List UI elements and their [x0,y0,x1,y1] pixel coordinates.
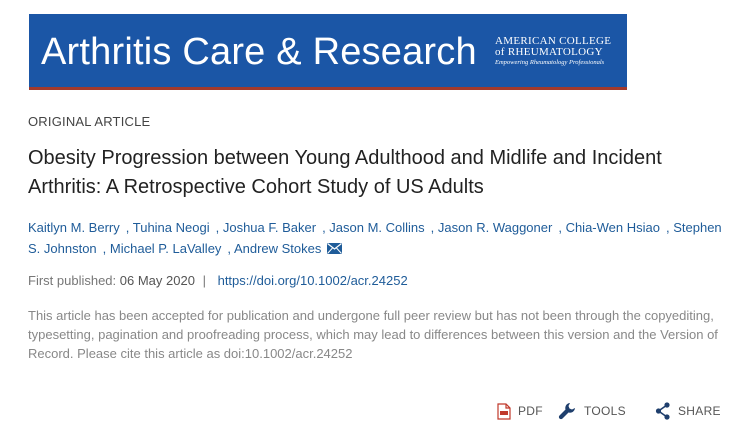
author-link[interactable]: Andrew Stokes [233,241,322,256]
wrench-icon [557,401,577,421]
first-published-date: 06 May 2020 [119,273,195,288]
first-published-label: First published: [28,273,117,288]
journal-banner[interactable] [29,14,627,90]
author-link[interactable]: Jason R. Waggoner [437,220,553,235]
envelope-icon[interactable] [327,243,342,254]
pdf-button[interactable] [497,400,543,422]
tools-button[interactable] [557,400,626,422]
article-actions [0,400,740,422]
publication-info [28,273,408,288]
share-label: SHARE [678,404,721,418]
author-link[interactable]: Kaitlyn M. Berry [28,220,120,235]
separator: | [202,273,206,288]
accepted-article-note: This article has been accepted for publication and undergone full peer review but has not been through the copyediting, typesetting, pagination and proofreading process, which may lead to differences between this version and the Version of Record. Please cite this article as doi:10.1002/acr.24252 [28,308,718,361]
author-list: Kaitlyn M. Berry , Tuhina Neogi , Joshua F. Baker , Jason M. Collins , Jason R. Waggoner , Chia-Wen Hsiao , Stephen S. Johnston , Michael P. LaValley , Andrew Stokes [28,220,722,256]
author-link[interactable]: Tuhina Neogi [132,220,210,235]
author-link[interactable]: Chia-Wen Hsiao [565,220,660,235]
pdf-icon [497,403,511,420]
tools-label: TOOLS [584,404,626,418]
acr-logo-line1: AMERICAN COLLEGE [495,35,612,47]
article-type: ORIGINAL ARTICLE [28,114,151,129]
pdf-label: PDF [518,404,543,418]
acr-logo-line2: of RHEUMATOLOGY [495,46,603,58]
acr-logo-tagline: Empowering Rheumatology Professionals [495,59,605,66]
author-link[interactable]: Jason M. Collins [329,220,425,235]
author-link[interactable]: Michael P. LaValley [109,241,222,256]
author-link[interactable]: Stephen S. Johnston [28,220,722,256]
share-icon [655,402,671,420]
article-title: Obesity Progression between Young Adulthood and Midlife and Incident Arthritis: A Retrospective Cohort Study of US Adults [28,147,662,198]
author-link[interactable]: Joshua F. Baker [222,220,317,235]
acr-logo [495,36,611,67]
doi-link[interactable]: https://doi.org/10.1002/acr.24252 [217,273,408,288]
journal-title: Arthritis Care & Research [41,31,477,73]
share-button[interactable] [655,400,721,422]
